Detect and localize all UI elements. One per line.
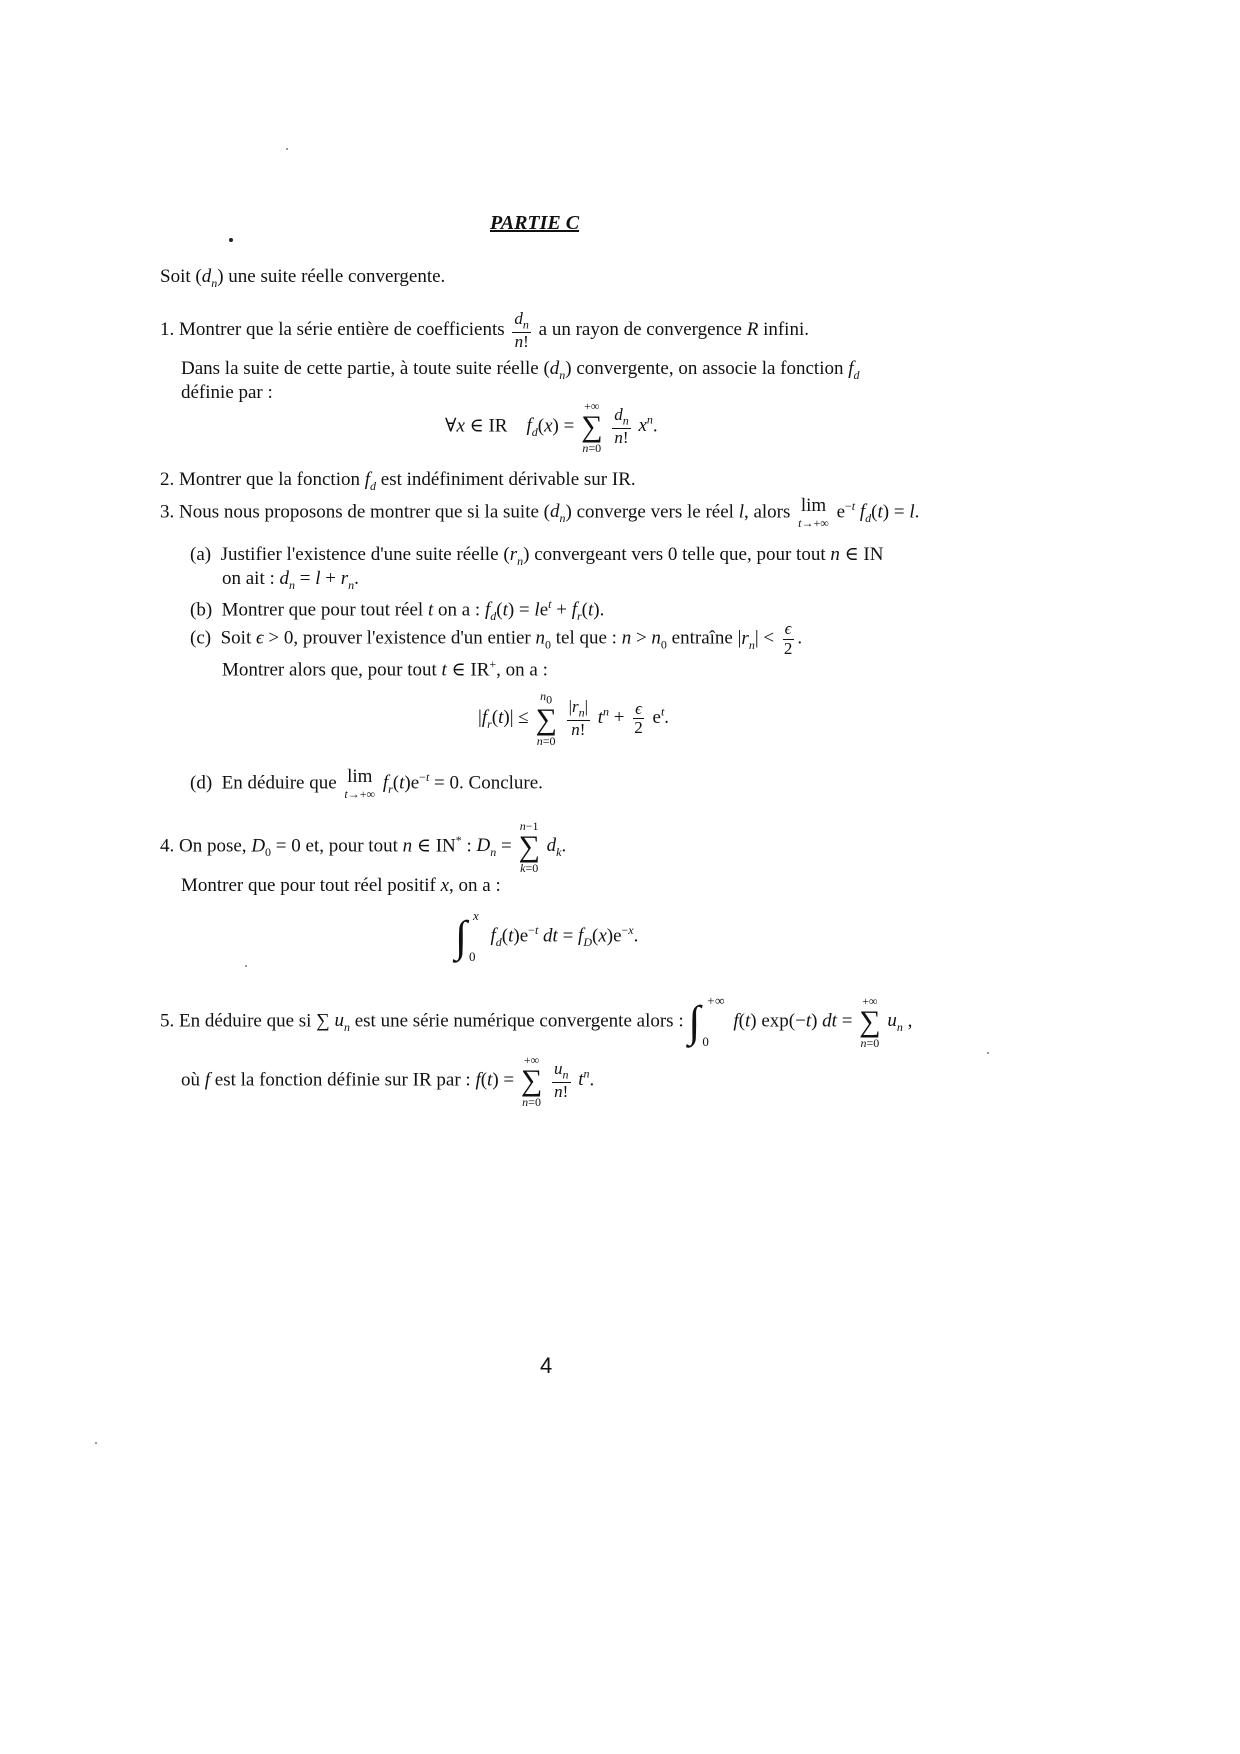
question-5-text-2: où [181, 1069, 200, 1091]
formula-fr-bound: $|f_r(t)|$ ≤ $n_0$ ∑ n=0 $\frac{|r_n|}{n!}$ $t^n$ + $\frac{\epsilon}{2}$ $e^t$. [478, 689, 670, 749]
definition-line-2: définie par : [181, 382, 273, 403]
question-5-number: 5. [160, 1010, 175, 1032]
question-3d: (d) En déduire que lim t→+∞ $f_r(t)e^{-t} = 0$. Conclure. [190, 766, 543, 802]
question-3c-text-c: tel que : [555, 627, 617, 649]
question-3c-text-2b: on a : [505, 659, 548, 681]
limit-operator: lim t→+∞ [344, 766, 376, 802]
question-3-text-a: Nous nous proposons de montrer que si la suite [179, 501, 539, 523]
question-3b: (b) Montrer que pour tout réel t on a : $f_d(t) = le^t + f_r(t)$. [190, 597, 605, 624]
question-5-line-1: 5. En déduire que si ∑ $u_n$ est une série numérique convergente alors : ∫ +∞ 0 f(t) exp(−t) dt = +∞ ∑ n=0 $u_n$ , [160, 993, 913, 1050]
question-2-text-a: Montrer que la fonction [179, 469, 360, 490]
sum-symbol: +∞ ∑ n=0 [859, 994, 881, 1050]
section-title: PARTIE C [490, 212, 580, 234]
question-3a-text-2: on ait : [222, 568, 275, 589]
question-3c-label: (c) [190, 627, 212, 649]
question-4-text-a: On pose, [179, 835, 247, 857]
definition-text-1: Dans la suite de cette partie, à toute suite réelle [181, 358, 539, 379]
stray-mark [229, 238, 233, 242]
stray-speck [286, 148, 288, 150]
question-4-line-2: Montrer que pour tout réel positif x, on a : [181, 875, 501, 896]
question-1-text-a: Montrer que la série entière de coefficients [179, 318, 505, 340]
question-3c-line-2: Montrer alors que, pour tout t ∈ IR+, on a : [222, 657, 548, 681]
question-4-text-b: et, pour tout [305, 835, 398, 857]
question-2-number: 2. [160, 469, 175, 490]
question-4-text-2: Montrer que pour tout réel positif [181, 875, 436, 896]
question-5-text-2c: par : [436, 1069, 471, 1091]
question-3c-text-2: Montrer alors que, pour tout [222, 659, 437, 681]
question-2-text-b: est indéfiniment dérivable sur [380, 469, 608, 490]
question-5-line-2: où f est la fonction définie sur IR par : f(t) = +∞ ∑ n=0 $\frac{u_n}{n!}$ $t^n$. [181, 1053, 595, 1109]
definition-line-1: Dans la suite de cette partie, à toute suite réelle $(d_n)$ convergente, on associe la fonction $f_d$ [181, 358, 860, 382]
stray-speck [987, 1052, 989, 1054]
question-1-text-b: a un rayon de convergence [538, 318, 742, 340]
question-3a-line-2: on ait : $d_n = l + r_n$. [222, 568, 359, 592]
question-3-number: 3. [160, 501, 175, 523]
question-3b-text-b: on a : [438, 599, 481, 621]
fraction-dn-nfact: $\frac{d_n}{n!}$ [614, 405, 629, 447]
integral-symbol: ∫ +∞ 0 [688, 993, 725, 1049]
question-1: 1. Montrer que la série entière de coefficients $\frac{d_n}{n!}$ a un rayon de convergence R infini. [160, 309, 809, 351]
definition-text-1b: convergente, on associe la fonction [576, 358, 844, 379]
stray-speck [95, 1442, 97, 1444]
question-3c-text-b: prouver l'existence d'un entier [302, 627, 531, 649]
question-3a-line-1: (a) Justifier l'existence d'une suite réelle $(r_n)$ convergeant vers 0 telle que, pour tout n ∈ IN [190, 544, 884, 568]
question-3a-text-1b: convergeant vers 0 telle que, pour tout [534, 544, 826, 565]
question-3b-text: Montrer que pour tout réel [221, 599, 424, 621]
intro-text: une suite réelle convergente. [228, 266, 446, 287]
question-1-text-c: infini. [763, 318, 809, 340]
fraction-un-nfact: $\frac{u_n}{n!}$ [554, 1059, 569, 1101]
formula-fd-definition: ∀x ∈ IR $f_d(x)$ = +∞ ∑ n=0 $\frac{d_n}{n!}$ $x^n$. [445, 399, 658, 455]
question-3d-label: (d) [190, 772, 213, 794]
question-3b-label: (b) [190, 599, 213, 621]
question-4-text-2b: on a : [458, 875, 501, 896]
question-3c-line-1: (c) Soit ϵ > 0, prouver l'existence d'un entier $n_0$ tel que : $n > n_0$ entraîne $|r_n|$ < $\frac{\epsilon}{2}$ . [190, 619, 803, 658]
question-3c-text-d: entraîne [671, 627, 733, 649]
question-5-text-2b: est la fonction définie sur [214, 1069, 408, 1091]
question-3d-text-b: Conclure. [468, 772, 543, 794]
stray-speck [245, 965, 247, 967]
question-1-number: 1. [160, 318, 175, 340]
question-3-text-c: alors [753, 501, 791, 523]
sum-symbol: $n_0$ ∑ n=0 [535, 689, 557, 749]
fraction-dn-nfact: $\frac{d_n}{n!}$ [514, 309, 529, 351]
question-3d-text-a: En déduire que [221, 772, 337, 794]
sum-symbol: +∞ ∑ n=0 [520, 1053, 543, 1109]
question-4-number: 4. [160, 835, 175, 857]
formula-integral-fd: ∫ x 0 $f_d(t)e^{-t}$ dt = $f_D(x)e^{-x}$. [455, 908, 639, 964]
page-number: 4 [540, 1353, 553, 1378]
sum-symbol: +∞ ∑ n=0 [581, 399, 603, 455]
question-3-text-b: converge vers le réel [576, 501, 734, 523]
fraction-eps-2: $\frac{\epsilon}{2}$ [634, 698, 643, 738]
sum-symbol: n−1 ∑ k=0 [518, 819, 540, 875]
question-5-text-b: est une série numérique convergente alors : [354, 1010, 684, 1032]
fraction-eps-2: $\frac{\epsilon}{2}$ [783, 619, 793, 658]
limit-operator: lim t→+∞ [798, 495, 829, 531]
question-5-text-a: En déduire que si [179, 1010, 312, 1032]
intro-line: Soit $(d_n)$ une suite réelle convergente. [160, 266, 446, 290]
question-3: 3. Nous nous proposons de montrer que si la suite $(d_n)$ converge vers le réel l, alors lim t→+∞ $e^{-t}$ $f_d(t) = l$. [160, 495, 920, 531]
question-3a-label: (a) [190, 544, 212, 565]
question-4-line-1: 4. On pose, $D_0 = 0$ et, pour tout n ∈ IN* : $D_n$ = n−1 ∑ k=0 $d_k$. [160, 819, 567, 875]
question-3a-text-1: Justifier l'existence d'une suite réelle [220, 544, 499, 565]
fraction-rn-nfact: $\frac{|r_n|}{n!}$ [568, 697, 589, 739]
question-2: 2. Montrer que la fonction $f_d$ est indéfiniment dérivable sur IR. [160, 469, 636, 493]
integral-symbol: ∫ x 0 [455, 908, 479, 964]
question-3c-text-a: Soit [220, 627, 252, 649]
